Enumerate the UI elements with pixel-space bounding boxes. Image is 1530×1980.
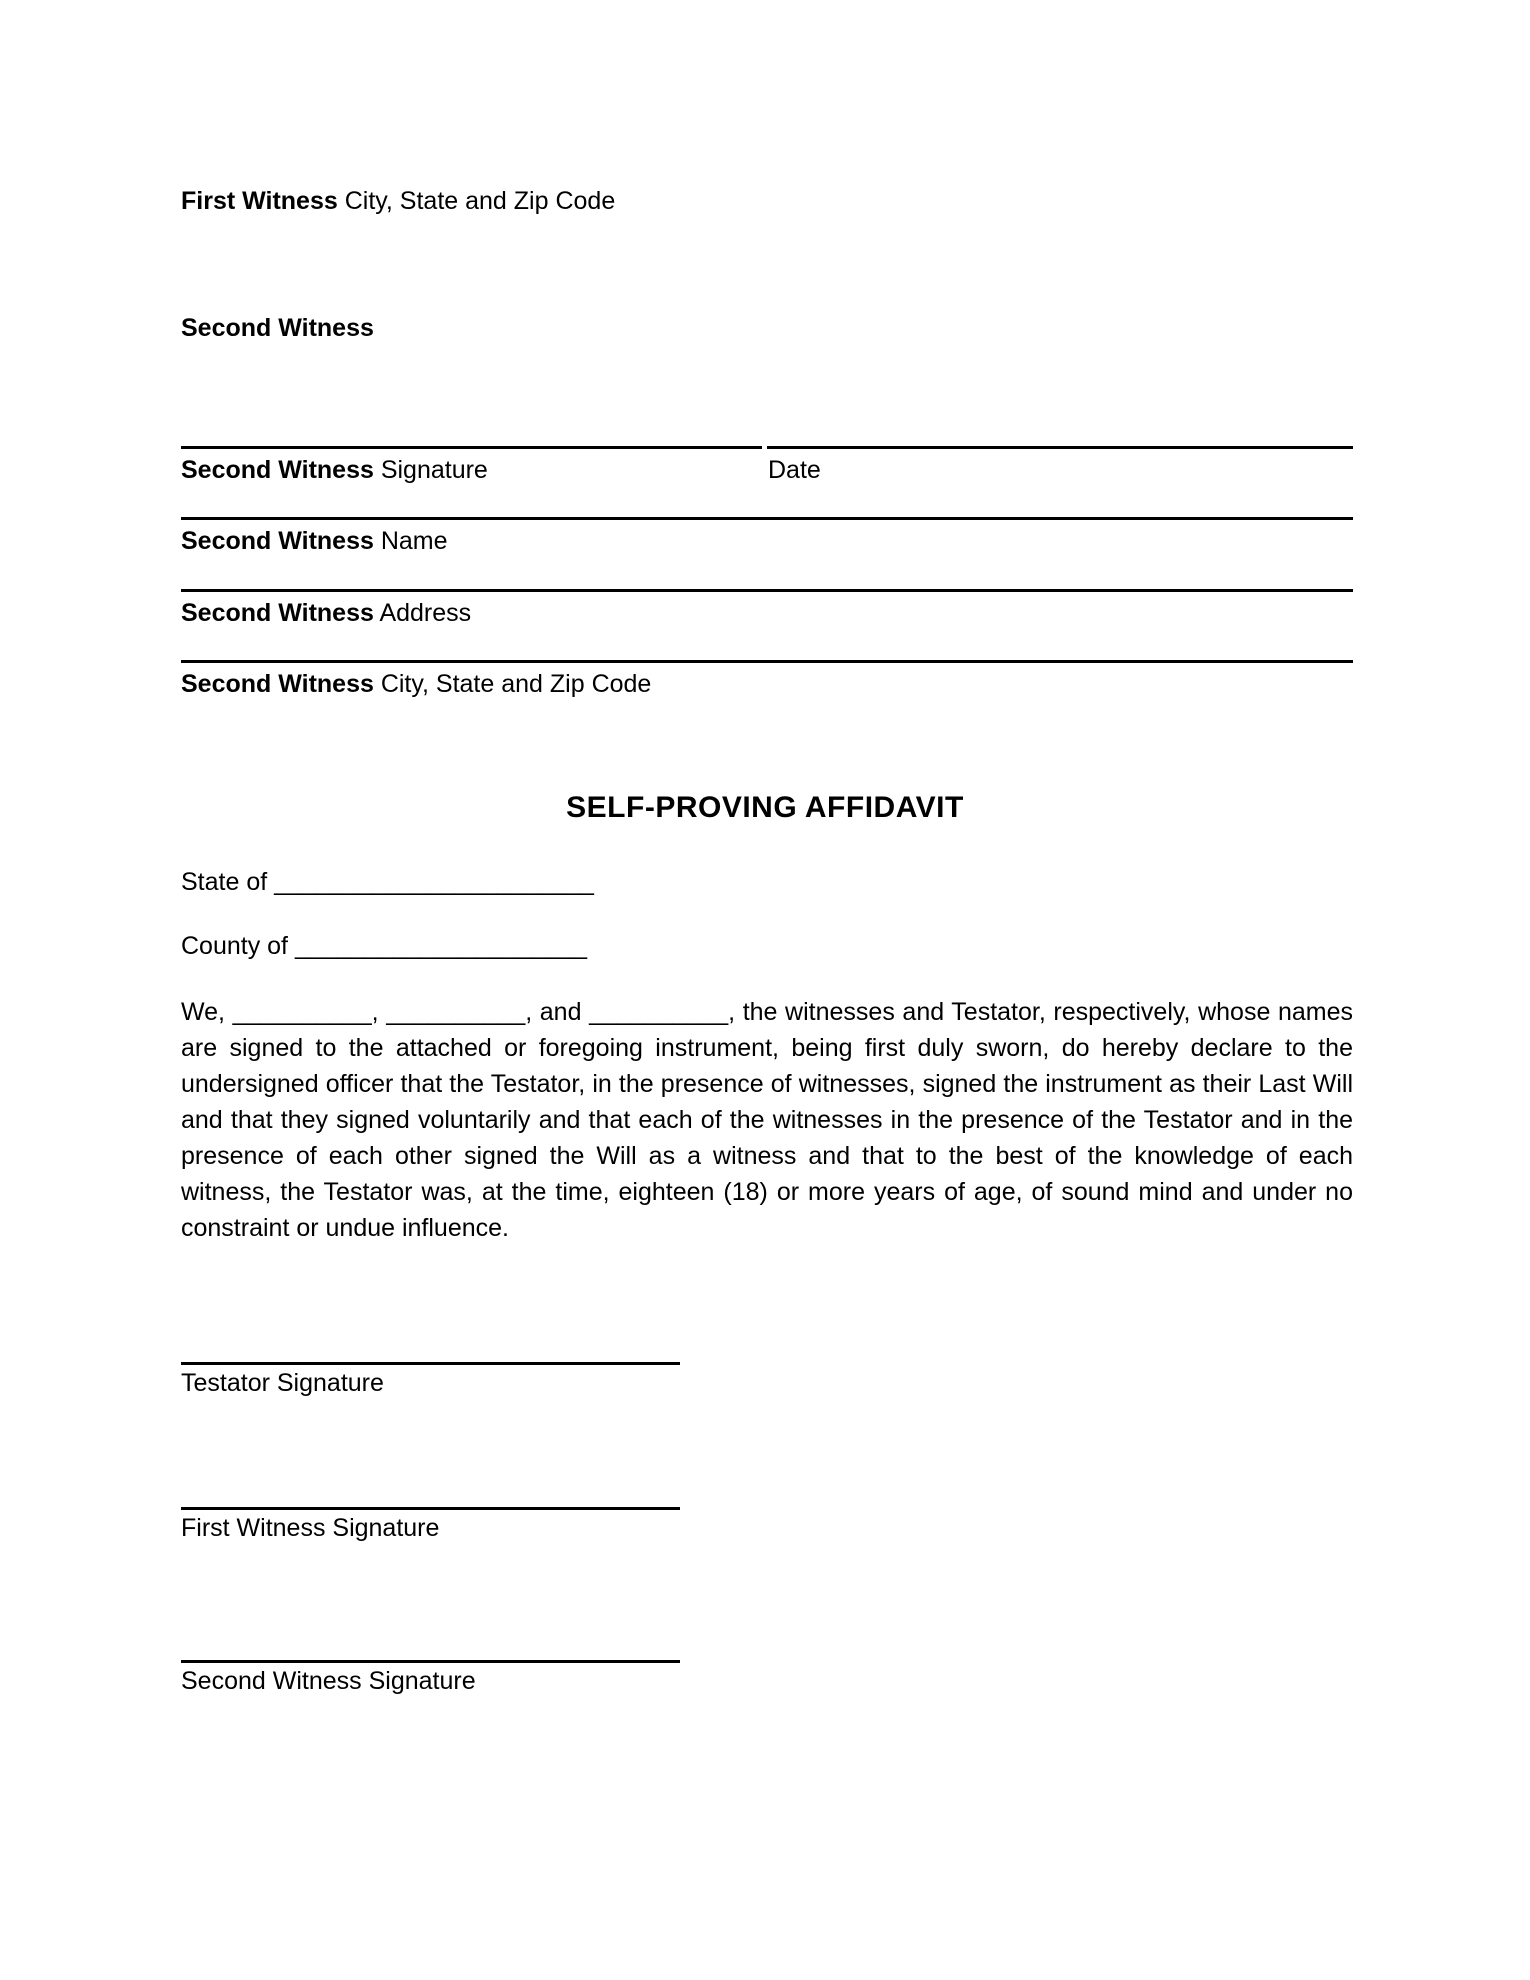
second-witness-city-label-rest: City, State and Zip Code: [373, 670, 652, 698]
second-witness-signature-line: [181, 446, 762, 449]
testator-signature-line: [181, 1362, 680, 1365]
date-line: [767, 446, 1353, 449]
county-of-label: County of: [181, 932, 289, 960]
second-witness-name-label: [181, 526, 448, 556]
state-of-label: State of: [181, 868, 268, 896]
second-witness-name-label-bold: Second Witness: [181, 527, 374, 555]
second-witness-address-line: [181, 589, 1353, 592]
second-witness-name-label-rest: Name: [373, 527, 448, 555]
second-witness-signature-label-bold: Second Witness: [181, 456, 374, 484]
second-witness-city-line: [181, 660, 1353, 663]
first-witness-signature-label: First Witness Signature: [181, 1514, 440, 1542]
second-witness-signature-bottom-line: [181, 1660, 680, 1663]
second-witness-city-label: [181, 669, 651, 699]
state-of-row: [181, 867, 594, 897]
second-witness-city-label-bold: Second Witness: [181, 670, 374, 698]
first-witness-city-label-bold: First Witness: [181, 187, 338, 215]
self-proving-affidavit-title: SELF-PROVING AFFIDAVIT: [566, 791, 964, 824]
second-witness-address-label: [181, 598, 471, 628]
second-witness-address-label-rest: Address: [373, 599, 472, 627]
date-label: Date: [768, 456, 821, 484]
county-of-row: [181, 931, 587, 961]
second-witness-signature-label: [181, 455, 488, 485]
second-witness-signature-label-rest: Signature: [373, 456, 488, 484]
state-of-blank: _______________________: [274, 868, 594, 896]
second-witness-heading: Second Witness: [181, 314, 374, 342]
second-witness-name-line: [181, 517, 1353, 520]
first-witness-signature-line: [181, 1507, 680, 1510]
first-witness-city-label: [181, 186, 615, 216]
first-witness-city-label-rest: City, State and Zip Code: [337, 187, 616, 215]
testator-signature-label: Testator Signature: [181, 1369, 384, 1397]
second-witness-signature-bottom-label: Second Witness Signature: [181, 1667, 476, 1695]
affidavit-body-paragraph: We, __________, __________, and __________, the witnesses and Testator, respectively, whose names are signed to the attached or foregoing instrument, being first duly sworn, do hereby declare to the undersigned officer that the Testator, in the presence of witnesses, signed the instrument as their Last Will and that they signed voluntarily and that each of the witnesses in the presence of the Testator and in the presence of each other signed the Will as a witness and that to the best of the knowledge of each witness, the Testator was, at the time, eighteen (18) or more years of age, of sound mind and under no constraint or undue influence.: [181, 998, 1353, 1242]
second-witness-address-label-bold: Second Witness: [181, 599, 374, 627]
county-of-blank: _____________________: [295, 932, 587, 960]
